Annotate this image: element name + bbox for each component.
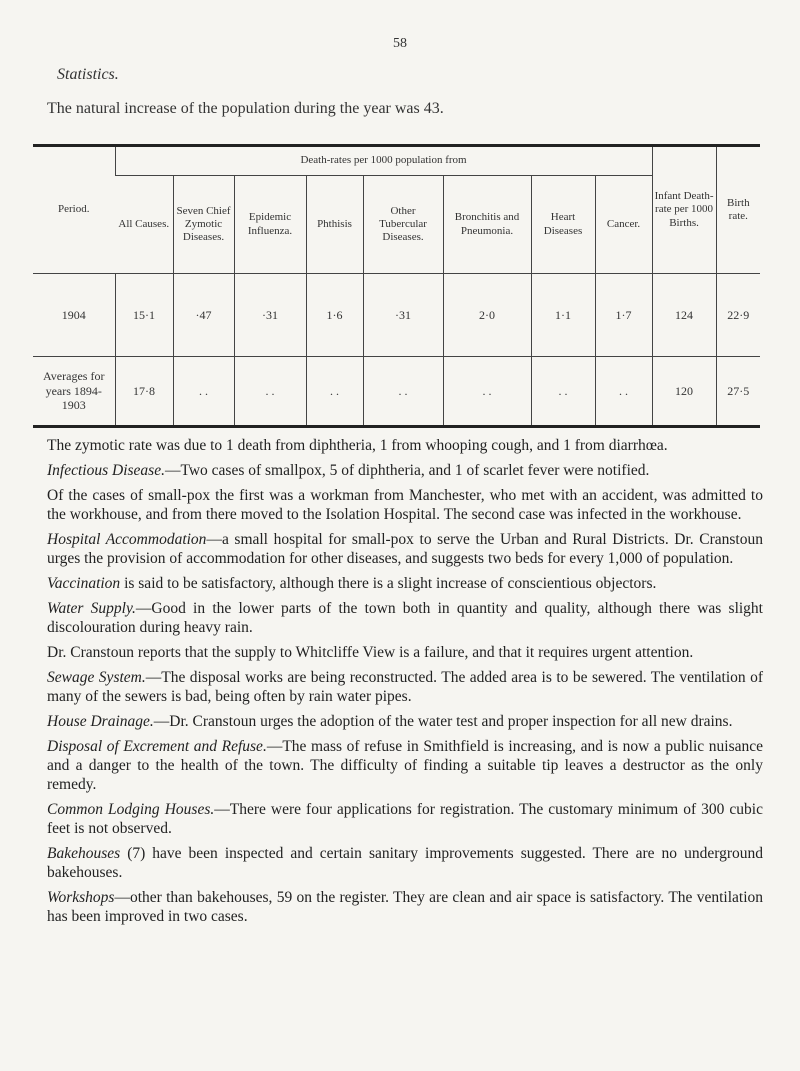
paragraph-infectious-disease: Infectious Disease.—Two cases of smallpox, 5 of diphtheria, and 1 of scarlet fever were notified. [47,462,650,479]
paragraph-lodging-houses: Common Lodging Houses.—There were four applications for registration. The customary minimum of 300 cubic feet is not observed. [47,801,763,837]
cell-infant: 124 [652,274,716,357]
cell-birth: 27·5 [716,357,760,427]
cell-zymotic: ·47 [173,274,234,357]
paragraph-refuse-disposal: Disposal of Excrement and Refuse.—The mass of refuse in Smithfield is increasing, and is now a public nuisance and a danger to the health of the town. The difficulty of finding a suitable tip leaves a destructor as the only remedy. [47,738,764,793]
header-period: Period. [33,146,115,274]
header-phthisis: Phthisis [306,176,363,274]
cell-cancer: 1·7 [595,274,652,357]
cell-birth: 22·9 [716,274,760,357]
paragraph-hospital-accommodation: Hospital Accommodation—a small hospital for small-pox to serve the Urban and Rural Districts. Dr. Cranstoun urges the provision of accommodation for other diseases, and suggests two beds for every 1,000 of population. [47,531,763,567]
cell-phthisis: . . [306,357,363,427]
cell-period: 1904 [33,274,115,357]
paragraph-water-supply: Water Supply.—Good in the lower parts of the town both in quantity and quality, although there was slight discolouration during heavy rain. [47,600,763,636]
cell-bronchitis: . . [443,357,531,427]
paragraph-workshops: Workshops—other than bakehouses, 59 on the register. They are clean and air space is satisfactory. The ventilation has been improved in two cases. [47,889,763,925]
section-title: Statistics. [57,66,119,83]
cell-infant: 120 [652,357,716,427]
cell-cancer: . . [595,357,652,427]
paragraph-smallpox-cases: Of the cases of small-pox the first was a workman from Manchester, who met with an accident, was admitted to the workhouse, and from there moved to the Isolation Hospital. The second case was infected in the workhouse. [47,487,763,523]
header-influenza: Epidemic Influenza. [234,176,306,274]
cell-influenza: . . [234,357,306,427]
paragraph-house-drainage: House Drainage.—Dr. Cranstoun urges the adoption of the water test and proper inspection for all new drains. [47,713,733,730]
cell-all-causes: 17·8 [115,357,173,427]
paragraph-bakehouses: Bakehouses (7) have been inspected and certain sanitary improvements suggested. There are no underground bakehouses. [47,845,763,881]
table-row-averages [33,357,760,427]
table-row-1904 [33,274,760,357]
cell-period: Averages for years 1894-1903 [43,369,105,413]
header-bronchitis: Bronchitis and Pneumonia. [443,176,531,274]
cell-all-causes: 15·1 [115,274,173,357]
paragraph-whitcliffe-supply: Dr. Cranstoun reports that the supply to Whitcliffe View is a failure, and that it requires urgent attention. [47,644,694,661]
header-death-rates-group: Death-rates per 1000 population from [115,146,652,176]
header-heart: Heart Diseases [531,176,595,274]
cell-heart: 1·1 [531,274,595,357]
paragraph-vaccination: Vaccination is said to be satisfactory, although there is a slight increase of conscientious objectors. [47,575,657,592]
header-birth-rate: Birth rate. [716,146,760,274]
header-tubercular: Other Tubercular Diseases. [363,176,443,274]
page-number: 58 [393,36,407,51]
cell-influenza: ·31 [234,274,306,357]
death-rates-table [33,144,760,428]
cell-heart: . . [531,357,595,427]
intro-text: The natural increase of the population during the year was 43. [47,100,444,117]
header-zymotic: Seven Chief Zymotic Diseases. [173,176,234,274]
header-all-causes: All Causes. [115,176,173,274]
cell-tubercular: ·31 [363,274,443,357]
cell-phthisis: 1·6 [306,274,363,357]
header-cancer: Cancer. [595,176,652,274]
cell-zymotic: . . [173,357,234,427]
paragraph-zymotic-rate: The zymotic rate was due to 1 death from diphtheria, 1 from whooping cough, and 1 from diarrhœa. [47,437,668,454]
report-body [47,436,763,932]
header-infant-death-rate: Infant Death-rate per 1000 Births. [652,146,716,274]
paragraph-sewage-system: Sewage System.—The disposal works are being reconstructed. The added area is to be sewered. The ventilation of many of the sewers is bad, being often by rain water pipes. [47,669,763,705]
cell-bronchitis: 2·0 [443,274,531,357]
cell-tubercular: . . [363,357,443,427]
